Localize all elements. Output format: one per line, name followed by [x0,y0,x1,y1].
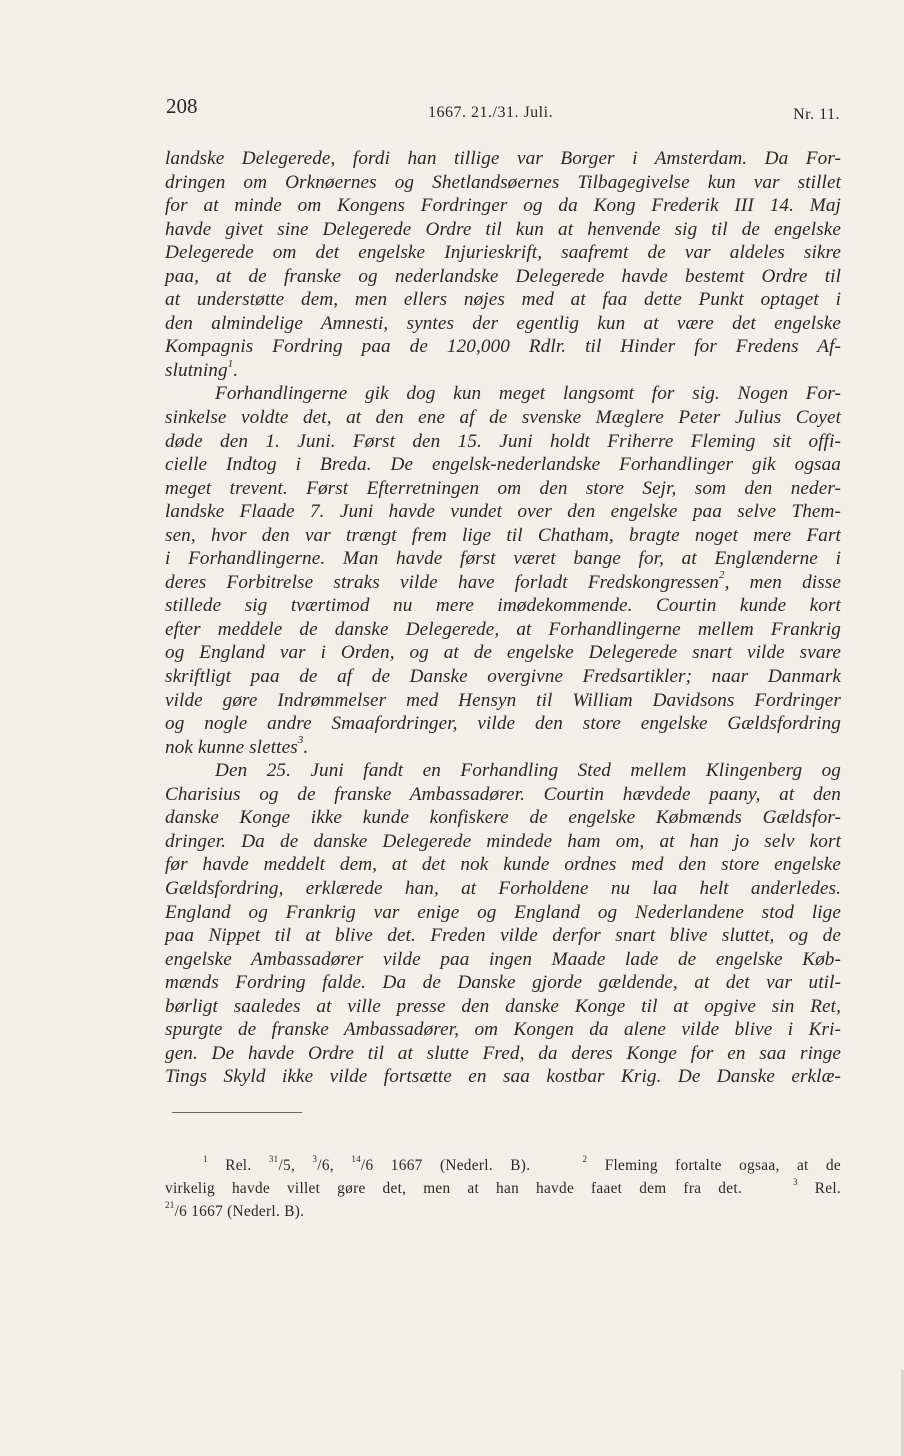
text-line: at understøtte dem, men ellers nøjes med at faa dette Punkt optaget i [165,289,841,311]
text-line: landske Flaade 7. Juni havde vundet over den engelske paa selve Them- [165,501,841,523]
footnote-divider [172,1112,302,1113]
text-line: børligt saaledes at ville presse den danske Konge til at opgive sin Ret, [165,995,841,1017]
text-line: og nogle andre Smaafordringer, vilde den store engelske Gældsfordring [165,713,841,735]
text-line: dringer. Da de danske Delegerede mindede ham om, at han jo selv kort [165,830,841,852]
footnote-label: 2 [582,1153,588,1164]
text-line: havde givet sine Delegerede Ordre til kun at henvende sig til de engelske [165,218,841,240]
text-line: Forhandlingerne gik dog kun meget langsomt for sig. Nogen For- [215,383,841,405]
footnote-label: 3 [792,1176,798,1187]
footnote-line [165,1177,841,1200]
header-date: 1667. 21./31. Juli. [428,104,554,121]
text-line: efter meddele de danske Delegerede, at Forhandlingerne mellem Frankrig [165,618,841,640]
date-denominator: /5, [278,1157,313,1174]
date-numerator: 14 [351,1153,361,1164]
text-line: og England var i Orden, og at de engelske Delegerede snart vilde svare [165,642,841,664]
text-line-content: deres Forbitrelse straks vilde have forladt Fredskongressen [165,571,720,593]
text-line: gen. De havde Ordre til at slutte Fred, da deres Konge for en saa ringe [165,1042,841,1064]
footnote-text: Rel. [225,1157,269,1174]
text-line: landske Delegerede, fordi han tillige var Borger i Amsterdam. Da For- [165,148,841,169]
text-line: skriftligt paa de af de Danske overgivne Fredsartikler; naar Danmark [165,666,841,688]
date-denominator: /6 1667 (Nederl. B). [360,1157,531,1174]
text-line: paa Nippet til at blive det. Freden vilde derfor snart blive sluttet, og de [165,925,841,947]
text-line: vilde gøre Indrømmelser med Hensyn til William Davidsons Fordringer [165,689,841,711]
text-line: danske Konge ikke kunde konfiskere de engelske Købmænds Gældsfor- [165,807,841,829]
text-line: for at minde om Kongens Fordringer og da Kong Frederik III 14. Maj [165,195,841,217]
footnote-text: Fleming fortalte ogsaa, at de [604,1157,842,1174]
text-line: slutning$^1$. [165,357,239,381]
footnote-label: 1 [203,1153,208,1164]
text-line: engelske Ambassadører vilde paa ingen Maade lade de engelske Køb- [165,948,841,970]
text-line-content: nok kunne slettes [165,736,298,758]
text-line: sinkelse voldte det, at den ene af de svenske Mæglere Peter Julius Coyet [165,407,841,429]
text-line: Gældsfordring, erklærede han, at Forholdene nu laa helt anderledes. [165,877,841,899]
text-line-content: slutning [165,359,228,381]
text-line: meget trevent. Først Efterretningen om den store Sejr, som den neder- [165,477,841,499]
date-denominator: /6 1667 (Nederl. B). [174,1203,305,1220]
text-line: Den 25. Juni fandt en Forhandling Sted mellem Klingenberg og [215,760,841,782]
footnote-text: virkelig havde villet gøre det, men at han havde faaet dem fra det. [165,1180,742,1197]
text-line: døde den 1. Juni. Først den 15. Juni holdt Friherre Fleming sit offi- [165,430,841,452]
text-line: Charisius og de franske Ambassadører. Courtin hævdede paany, at den [165,783,841,805]
header-number: Nr. 11. [793,106,840,123]
text-line: sen, hvor den var trængt frem lige til Chatham, bragte noget mere Fart [165,524,841,546]
text-line: Tings Skyld ikke vilde fortsætte en saa kostbar Krig. De Danske erklæ- [165,1066,841,1088]
footnote-text: Rel. [814,1180,842,1197]
text-line [165,571,841,595]
date-numerator: 3 [312,1153,318,1164]
text-line: England og Frankrig var enige og England og Nederlandene stod lige [165,901,841,923]
footnotes [165,1154,841,1223]
text-line: Kompagnis Fordring paa de 120,000 Rdlr. til Hinder for Fredens Af- [165,336,841,358]
footnote-ref: 1 [227,357,234,370]
footnote-line [165,1200,841,1223]
footnote-line [165,1154,841,1177]
text-line: den almindelige Amnesti, syntes der egentlig kun at være det engelske [165,312,841,334]
date-numerator: 31 [268,1153,279,1164]
date-numerator: 21 [165,1199,175,1210]
page-number: 208 [166,94,198,118]
text-line-tail: , men disse [724,571,841,593]
text-line: i Forhandlingerne. Man havde først været bange for, at Englænderne i [165,548,841,570]
footnote-ref: 2 [719,569,725,582]
text-line: paa, at de franske og nederlandske Delegerede havde bestemt Ordre til [165,265,841,287]
text-line: nok kunne slettes$^3$. [165,734,309,758]
text-line: stillede sig tværtimod nu mere imødekommende. Courtin kunde kort [165,595,841,617]
text-line: Delegerede om det engelske Injurieskrift, saafremt de var aldeles sikre [165,242,841,264]
body-text [165,147,841,1089]
footnote-ref: 3 [297,734,304,747]
running-header [166,94,846,128]
text-line: mænds Fordring falde. Da de Danske gjorde gældende, at det var util- [165,972,841,994]
text-line: dringen om Orknøernes og Shetlandsøernes Tilbagegivelse kun var stillet [165,171,841,193]
text-line: cielle Indtog i Breda. De engelsk-nederlandske Forhandlinger gik ogsaa [165,454,841,476]
date-denominator: /6, [317,1157,352,1174]
text-line: spurgte de franske Ambassadører, om Kongen da alene vilde blive i Kri- [165,1019,841,1041]
text-line: før havde meddelt dem, at det nok kunde ordnes med den store engelske [165,854,841,876]
